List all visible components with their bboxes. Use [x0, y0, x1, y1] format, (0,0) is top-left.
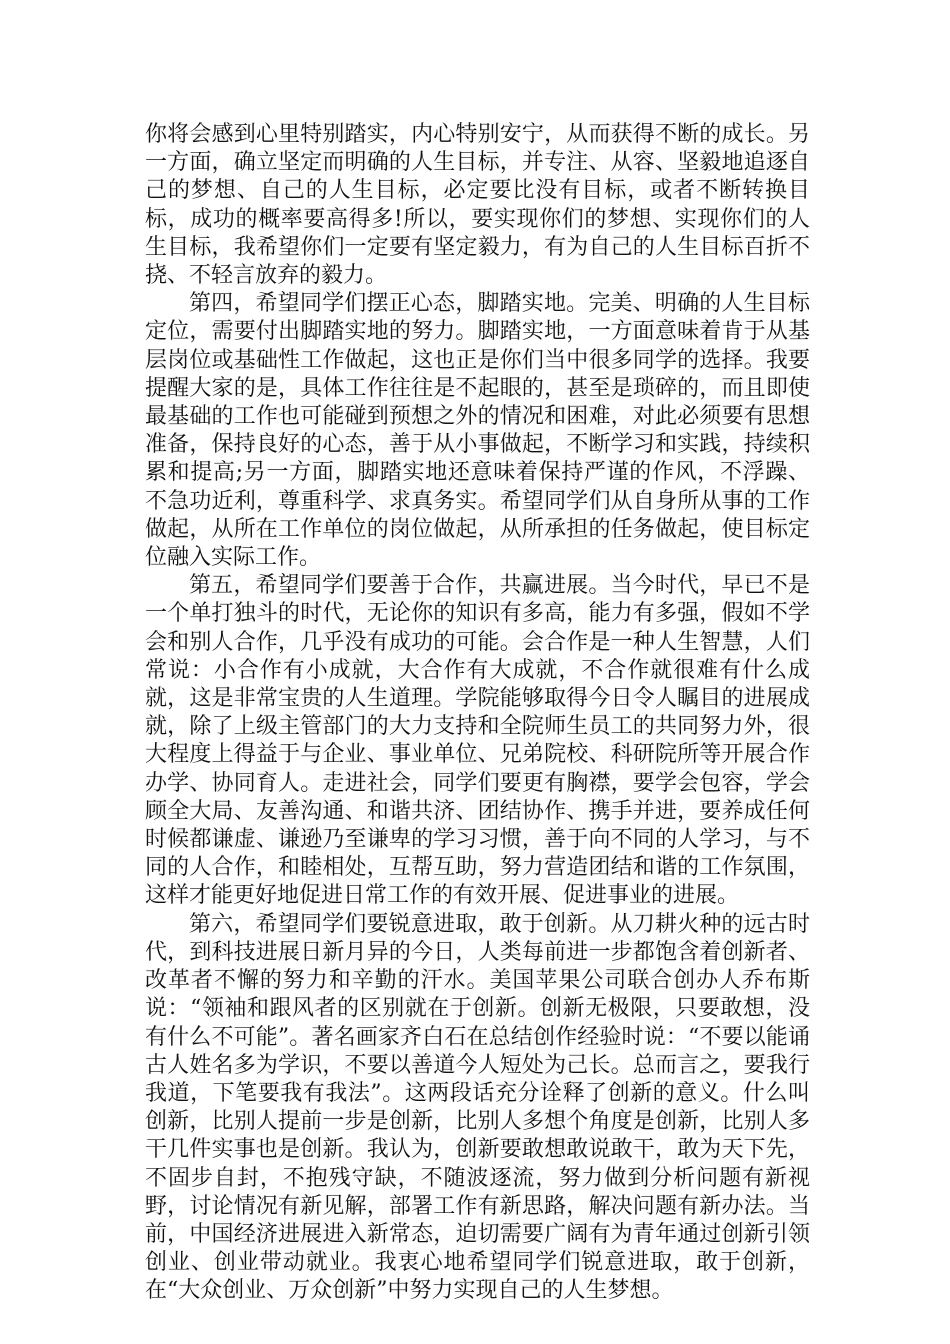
- paragraph-sixth-point: 第六，希望同学们要锐意进取，敢于创新。从刀耕火种的远古时代，到科技进展日新月异的今日，人类每前进一步都饱含着创新者、改革者不懈的努力和辛勤的汗水。美国苹果公司联合创办人乔布斯说：“领袖和跟风者的区别就在于创新。创新无极限，只要敢想，没有什么不可能”。著名画家齐白石在总结创作经验时说：“不要以能诵古人姓名多为学识，不要以善道今人短处为己长。总而言之，要我行我道，下笔要我有我法”。这两段话充分诠释了创新的意义。什么叫创新，比别人提前一步是创新，比别人多想个角度是创新，比别人多干几件实事也是创新。我认为，创新要敢想敢说敢干，敢为天下先，不固步自封，不抱残守缺，不随波逐流，努力做到分析问题有新视野，讨论情况有新见解，部署工作有新思路，解决问题有新办法。当前，中国经济进展进入新常态，迫切需要广阔有为青年通过创新引领创业、创业带动就业。我衷心地希望同学们锐意进取，敢于创新，在“大众创业、万众创新”中努力实现自己的人生梦想。: [145, 911, 810, 1304]
- paragraph-fifth-point: 第五，希望同学们要善于合作，共赢进展。当今时代，早已不是一个单打独斗的时代，无论你的知识有多高，能力有多强，假如不学会和别人合作，几乎没有成功的可能。会合作是一种人生智慧，人们常说：小合作有小成就，大合作有大成就，不合作就很难有什么成就，这是非常宝贵的人生道理。学院能够取得今日令人瞩目的进展成就，除了上级主管部门的大力支持和全院师生员工的共同努力外，很大程度上得益于与企业、事业单位、兄弟院校、科研院所等开展合作办学、协同育人。走进社会，同学们要更有胸襟，要学会包容，学会顾全大局、友善沟通、和谐共济、团结协作、携手并进，要养成任何时候都谦虚、谦逊乃至谦卑的学习习惯，善于向不同的人学习，与不同的人合作，和睦相处，互帮互助，努力营造团结和谐的工作氛围，这样才能更好地促进日常工作的有效开展、促进事业的进展。: [145, 573, 810, 909]
- paragraph-continuation: 你将会感到心里特别踏实，内心特别安宁，从而获得不断的成长。另一方面，确立坚定而明确的人生目标，并专注、从容、坚毅地追逐自己的梦想、自己的人生目标，必定要比没有目标，或者不断转换目标，成功的概率要高得多!所以，要实现你们的梦想、实现你们的人生目标，我希望你们一定要有坚定毅力，有为自己的人生目标百折不挠、不轻言放弃的毅力。: [145, 122, 810, 289]
- document-body: [145, 121, 810, 1306]
- paragraph-fourth-point: 第四，希望同学们摆正心态，脚踏实地。完美、明确的人生目标定位，需要付出脚踏实地的努力。脚踏实地，一方面意味着肯于从基层岗位或基础性工作做起，这也正是你们当中很多同学的选择。我要提醒大家的是，具体工作往往是不起眼的，甚至是琐碎的，而且即使最基础的工作也可能碰到预想之外的情况和困难，对此必须要有思想准备，保持良好的心态，善于从小事做起，不断学习和实践，持续积累和提高;另一方面，脚踏实地还意味着保持严谨的作风，不浮躁、不急功近利，尊重科学、求真务实。希望同学们从自身所从事的工作做起，从所在工作单位的岗位做起，从所承担的任务做起，使目标定位融入实际工作。: [145, 291, 810, 571]
